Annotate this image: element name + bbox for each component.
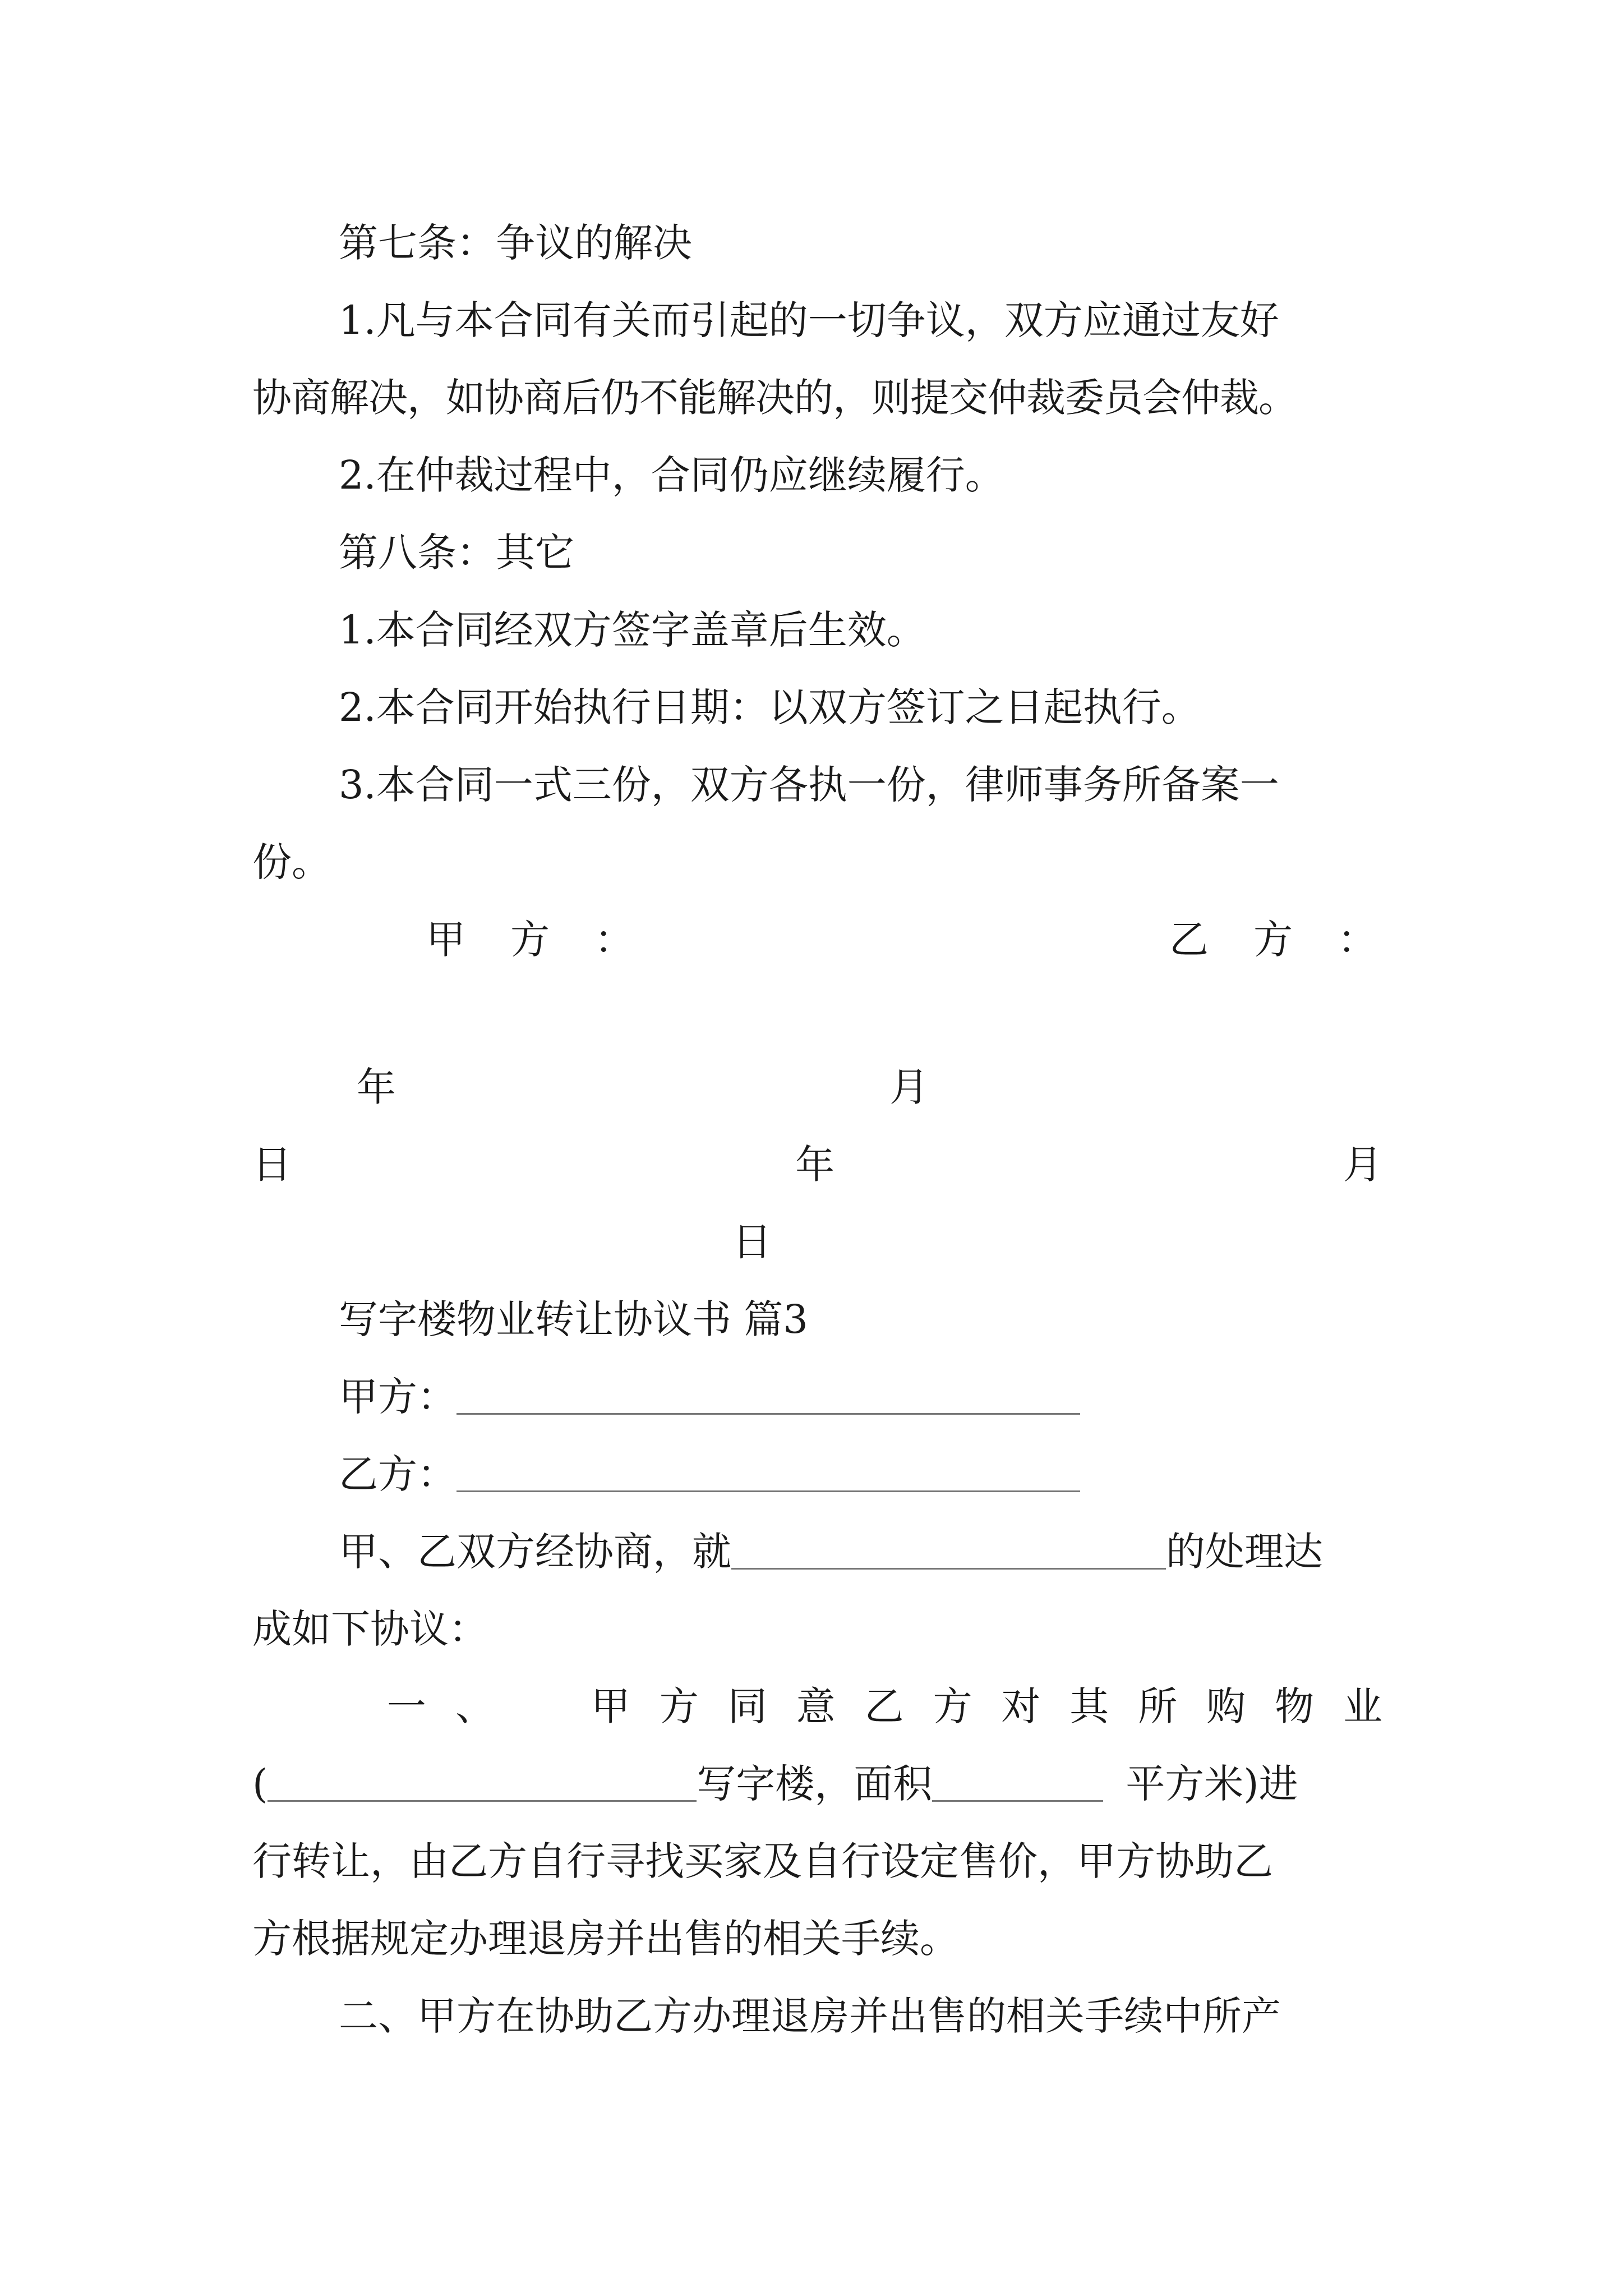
- article7-item2: 2.在仲裁过程中，合同仍应继续履行。: [339, 452, 1004, 498]
- article8-item3-line1: 3.本合同一式三份，双方各执一份，律师事务所备案一: [339, 762, 1279, 808]
- clause1-line2: ( 写字楼，面积 平方米)进: [252, 1761, 1298, 1807]
- agreement3-title: 写字楼物业转让协议书 篇3: [339, 1296, 808, 1342]
- article8-item3-line2: 份。: [252, 839, 331, 885]
- article8-heading: 第八条：其它: [339, 530, 574, 576]
- article7-heading: 第七条：争议的解决: [339, 220, 692, 266]
- party-b-sign-label: 乙 方 ：: [1169, 917, 1377, 963]
- clause1-line1: 一 、 甲 方 同 意 乙 方 对 其 所 购 物 业: [387, 1683, 1382, 1729]
- party-a-year: 年: [357, 1064, 396, 1110]
- party-b-blank: [457, 1457, 1080, 1492]
- agreement3-party-a: 甲方：: [339, 1377, 1080, 1416]
- clause1-line4: 方根据规定办理退房并出售的相关手续。: [252, 1916, 959, 1962]
- area-blank: [932, 1766, 1103, 1802]
- clause2-line1: 二、甲方在协助乙方办理退房并出售的相关手续中所产: [339, 1993, 1281, 2039]
- agreement3-intro-line1: 甲、乙双方经协商，就 的处理达: [339, 1529, 1323, 1575]
- party-a-day: 日: [252, 1142, 292, 1188]
- building-blank: [268, 1766, 697, 1802]
- party-a-blank: [457, 1379, 1080, 1415]
- article8-item2: 2.本合同开始执行日期：以双方签订之日起执行。: [339, 684, 1201, 730]
- party-a-month: 月: [889, 1064, 929, 1110]
- matter-blank: [731, 1534, 1166, 1570]
- article7-item1-line1: 1.凡与本合同有关而引起的一切争议，双方应通过友好: [339, 297, 1279, 343]
- clause1-line3: 行转让，由乙方自行寻找买家及自行设定售价，甲方协助乙: [252, 1838, 1273, 1884]
- party-b-day: 日: [732, 1219, 772, 1265]
- agreement3-intro-line2: 成如下协议：: [252, 1606, 488, 1652]
- party-b-month: 月: [1343, 1142, 1382, 1188]
- article8-item1: 1.本合同经双方签字盖章后生效。: [339, 607, 926, 653]
- party-b-year: 年: [795, 1142, 834, 1188]
- article7-item1-line2: 协商解决，如协商后仍不能解决的，则提交仲裁委员会仲裁。: [252, 375, 1297, 421]
- party-a-sign-label: 甲 方 ：: [426, 917, 634, 963]
- agreement3-party-b: 乙方：: [339, 1455, 1080, 1494]
